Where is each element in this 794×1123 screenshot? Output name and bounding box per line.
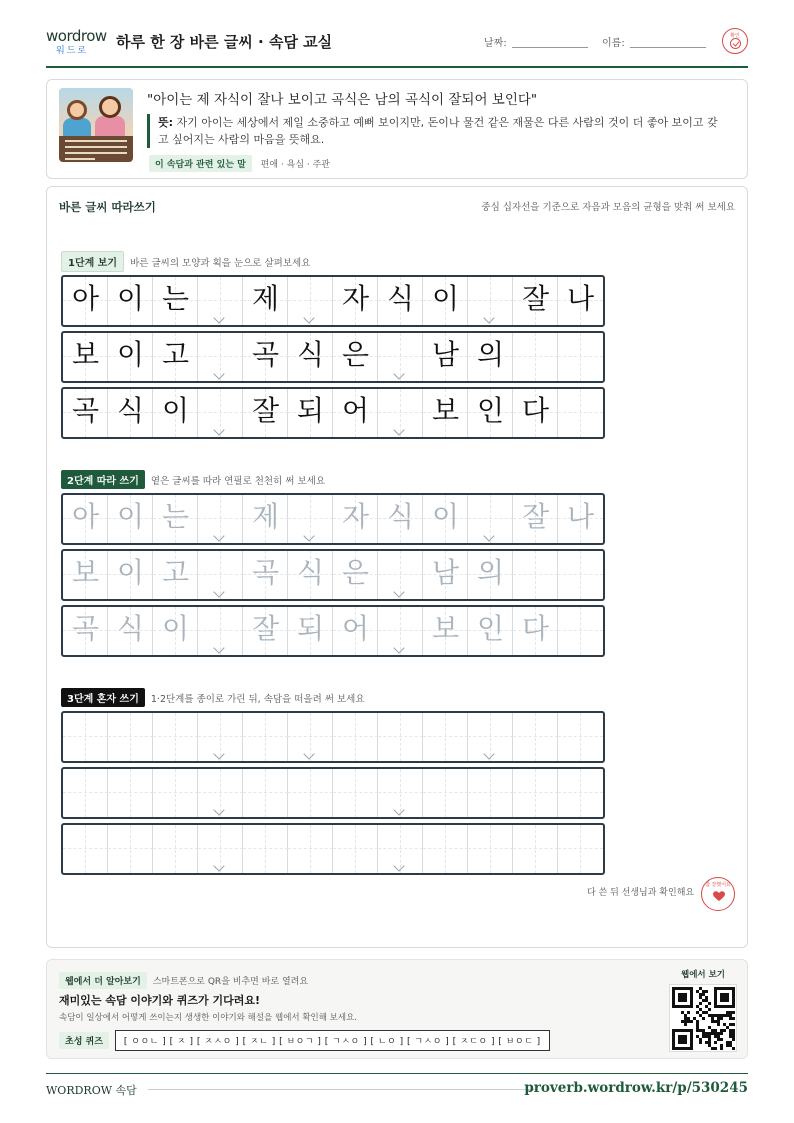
grid-character: 고 [161, 338, 190, 371]
grid-cell [198, 277, 243, 325]
space-mark-icon [213, 530, 224, 541]
step-3-tag: 3단계 혼자 쓰기 [61, 688, 145, 707]
web-tag: 웹에서 더 알아보기 [59, 972, 147, 989]
space-mark-icon [393, 586, 404, 597]
grid-cell [153, 277, 198, 325]
grid-cell [108, 333, 153, 381]
grid-character: 잘 [251, 612, 280, 645]
grid-character: 식 [386, 282, 415, 315]
grid-row-view-2 [61, 331, 605, 383]
grid-cell[interactable] [513, 495, 558, 543]
grid-cell[interactable] [198, 607, 243, 655]
grid-cell[interactable] [243, 551, 288, 599]
grid-character: 나 [566, 282, 595, 315]
verify-text: 다 쓴 뒤 선생님과 확인해요 [587, 888, 695, 898]
grid-cell [558, 389, 603, 437]
grid-cell[interactable] [468, 769, 513, 817]
grid-cell[interactable] [378, 495, 423, 543]
grid-row-view-1 [61, 275, 605, 327]
grid-character: 되 [296, 394, 325, 427]
grid-cell [333, 333, 378, 381]
grid-cell[interactable] [558, 769, 603, 817]
footer-divider [148, 1089, 538, 1090]
meaning-label: 뜻: [158, 116, 174, 129]
grid-character: 보 [71, 338, 100, 371]
grid-cell[interactable] [468, 551, 513, 599]
grid-character: 이 [116, 500, 145, 533]
grid-cell[interactable] [423, 551, 468, 599]
logo-subtext: 워드로 [56, 46, 89, 56]
grid-cell[interactable] [558, 825, 603, 873]
grid-cell [108, 277, 153, 325]
grid-cell[interactable] [153, 713, 198, 761]
grid-cell [288, 277, 333, 325]
grid-cell[interactable] [198, 713, 243, 761]
grid-character: 이 [431, 500, 460, 533]
grid-cell [513, 389, 558, 437]
grid-character: 곡 [71, 612, 100, 645]
grid-character: 은 [341, 338, 370, 371]
great-job-stamp-text: 참 잘했어요 [705, 882, 731, 888]
web-headline: 재미있는 속담 이야기와 퀴즈가 기다려요! [59, 994, 260, 1007]
grid-character: 이 [116, 282, 145, 315]
grid-cell[interactable] [333, 769, 378, 817]
space-mark-icon [303, 312, 314, 323]
grid-cell[interactable] [153, 607, 198, 655]
grid-character: 식 [116, 394, 145, 427]
web-description: 속담이 일상에서 어떻게 쓰이는지 생생한 이야기와 해설을 웹에서 확인해 보세요. [59, 1013, 357, 1023]
grid-character: 제 [251, 282, 280, 315]
grid-character: 식 [116, 612, 145, 645]
grid-cell [423, 389, 468, 437]
grid-character: 식 [296, 556, 325, 589]
grid-cell[interactable] [423, 713, 468, 761]
footer-url[interactable]: proverb.wordrow.kr/p/530245 [524, 1080, 748, 1096]
grid-cell[interactable] [513, 825, 558, 873]
grid-cell[interactable] [378, 825, 423, 873]
grid-row-free-3[interactable] [61, 823, 605, 875]
grid-cell [558, 277, 603, 325]
grid-cell[interactable] [333, 495, 378, 543]
grid-cell[interactable] [153, 769, 198, 817]
proverb-meaning [147, 114, 727, 148]
grid-cell[interactable] [243, 713, 288, 761]
grid-cell[interactable] [198, 495, 243, 543]
space-mark-icon [213, 804, 224, 815]
space-mark-icon [303, 748, 314, 759]
grid-character: 남 [431, 338, 460, 371]
grid-cell [153, 389, 198, 437]
grid-cell[interactable] [108, 607, 153, 655]
grid-cell[interactable] [153, 495, 198, 543]
grid-cell[interactable] [378, 607, 423, 655]
name-label: 이름: [602, 38, 625, 49]
step-1-tag: 1단계 보기 [61, 251, 124, 272]
grid-row-trace-2[interactable] [61, 549, 605, 601]
quiz-tag: 초성 퀴즈 [59, 1032, 109, 1049]
web-section [46, 959, 748, 1059]
check-stamp-icon [722, 28, 748, 54]
grid-character: 잘 [251, 394, 280, 427]
grid-row-trace-1[interactable] [61, 493, 605, 545]
check-stamp-text: 확인 [730, 33, 740, 39]
grid-cell[interactable] [243, 607, 288, 655]
grid-row-free-1[interactable] [61, 711, 605, 763]
grid-character: 아 [71, 500, 100, 533]
grid-character: 잘 [521, 282, 550, 315]
grid-cell [468, 277, 513, 325]
grid-cell [468, 333, 513, 381]
grid-cell [63, 277, 108, 325]
grid-character: 이 [161, 612, 190, 645]
space-mark-icon [393, 368, 404, 379]
practice-hint: 중심 십자선을 기준으로 자음과 모음의 균형을 맞춰 써 보세요 [481, 202, 735, 213]
grid-cell[interactable] [468, 713, 513, 761]
grid-cell[interactable] [198, 551, 243, 599]
grid-cell[interactable] [513, 769, 558, 817]
space-mark-icon [213, 368, 224, 379]
grid-character: 곡 [71, 394, 100, 427]
page-footer [46, 1073, 748, 1103]
grid-character: 어 [341, 612, 370, 645]
grid-character: 인 [476, 612, 505, 645]
grid-cell [513, 333, 558, 381]
grid-cell[interactable] [108, 769, 153, 817]
quiz-box: [ ㅇㅇㄴ ] [ ㅈ ] [ ㅈㅅㅇ ] [ ㅈㄴ ] [ ㅂㅇㄱ ] [ ㄱㅅㅇ ] [ ㄴㅇ ] [ ㄱㅅㅇ ] [ ㅈㄷㅇ ] [ ㅂㅇㄷ ] [115, 1030, 550, 1051]
web-tag-desc: 스마트폰으로 QR을 비추면 바로 열려요 [152, 977, 309, 987]
grid-cell [198, 333, 243, 381]
step-3-header [61, 688, 365, 707]
grid-cell[interactable] [63, 713, 108, 761]
great-job-stamp-icon [701, 877, 735, 911]
grid-cell[interactable] [288, 495, 333, 543]
grid-character: 이 [116, 556, 145, 589]
meaning-text: 자기 아이는 세상에서 제일 소중하고 예뻐 보이지만, 돈이나 물건 같은 재물은 다른 사람의 것이 더 좋아 보이고 갖고 싶어지는 사람의 마음을 뜻해요. [158, 116, 718, 146]
grid-cell[interactable] [378, 551, 423, 599]
grid-character: 다 [521, 394, 550, 427]
grid-character: 보 [71, 556, 100, 589]
grid-cell [513, 277, 558, 325]
grid-character: 식 [296, 338, 325, 371]
grid-row-view-3 [61, 387, 605, 439]
step-2-tag: 2단계 따라 쓰기 [61, 470, 145, 489]
grid-cell [378, 333, 423, 381]
grid-character: 고 [161, 556, 190, 589]
grid-character: 곡 [251, 338, 280, 371]
grid-character: 이 [431, 282, 460, 315]
grid-character: 이 [161, 394, 190, 427]
grid-cell[interactable] [423, 495, 468, 543]
grid-character: 인 [476, 394, 505, 427]
grid-character: 는 [161, 282, 190, 315]
space-mark-icon [483, 530, 494, 541]
grid-cell[interactable] [108, 713, 153, 761]
grid-character: 나 [566, 500, 595, 533]
name-field[interactable] [630, 47, 706, 48]
grid-row-free-2[interactable] [61, 767, 605, 819]
grid-cell[interactable] [243, 495, 288, 543]
grid-cell[interactable] [153, 825, 198, 873]
grid-character: 식 [386, 500, 415, 533]
practice-title: 바른 글씨 따라쓰기 [59, 200, 156, 214]
space-mark-icon [303, 530, 314, 541]
grid-character: 보 [431, 394, 460, 427]
grid-cell[interactable] [243, 769, 288, 817]
grid-cell [558, 333, 603, 381]
grid-cell [333, 277, 378, 325]
grid-cell[interactable] [243, 825, 288, 873]
grid-cell [63, 333, 108, 381]
step-2-desc: 옅은 글씨를 따라 연필로 천천히 써 보세요 [150, 476, 326, 487]
grid-cell[interactable] [333, 607, 378, 655]
grid-cell[interactable] [108, 825, 153, 873]
grid-cell[interactable] [108, 495, 153, 543]
grid-character: 되 [296, 612, 325, 645]
grid-cell[interactable] [288, 713, 333, 761]
qr-label: 웹에서 보기 [681, 970, 726, 980]
grid-cell [243, 277, 288, 325]
grid-character: 아 [71, 282, 100, 315]
grid-cell[interactable] [378, 769, 423, 817]
grid-cell[interactable] [288, 551, 333, 599]
grid-cell[interactable] [468, 495, 513, 543]
grid-character: 남 [431, 556, 460, 589]
grid-character: 는 [161, 500, 190, 533]
step-1-header [61, 251, 310, 272]
grid-cell[interactable] [468, 825, 513, 873]
space-mark-icon [483, 312, 494, 323]
proverb-quote: "아이는 제 자식이 잘나 보이고 곡식은 남의 곡식이 잘되어 보인다" [147, 92, 538, 108]
grid-cell [288, 389, 333, 437]
chosung-quiz [59, 1030, 550, 1051]
space-mark-icon [213, 642, 224, 653]
grid-cell[interactable] [108, 551, 153, 599]
grid-cell[interactable] [558, 713, 603, 761]
grid-cell[interactable] [558, 551, 603, 599]
grid-cell[interactable] [63, 495, 108, 543]
grid-cell[interactable] [63, 607, 108, 655]
space-mark-icon [213, 586, 224, 597]
space-mark-icon [213, 748, 224, 759]
grid-character: 다 [521, 612, 550, 645]
grid-cell [423, 333, 468, 381]
space-mark-icon [393, 642, 404, 653]
space-mark-icon [213, 312, 224, 323]
qr-code-icon[interactable] [669, 984, 737, 1052]
grid-cell[interactable] [333, 825, 378, 873]
grid-character: 의 [476, 338, 505, 371]
related-tag: 이 속담과 관련 있는 말 [149, 155, 252, 172]
page-title: 하루 한 장 바른 글씨 · 속담 교실 [116, 33, 333, 51]
space-mark-icon [483, 748, 494, 759]
grid-cell[interactable] [153, 551, 198, 599]
logo-text: wordrow [46, 27, 107, 45]
date-label: 날짜: [484, 38, 507, 49]
grid-character: 자 [341, 500, 370, 533]
grid-cell [153, 333, 198, 381]
grid-cell [378, 389, 423, 437]
grid-character: 이 [116, 338, 145, 371]
grid-cell[interactable] [288, 825, 333, 873]
space-mark-icon [393, 424, 404, 435]
grid-cell[interactable] [288, 769, 333, 817]
grid-cell[interactable] [288, 607, 333, 655]
grid-cell [378, 277, 423, 325]
practice-card [46, 186, 748, 948]
grid-character: 의 [476, 556, 505, 589]
step-2-header [61, 470, 325, 489]
date-field[interactable] [512, 47, 588, 48]
step-1-desc: 바른 글씨의 모양과 획을 눈으로 살펴보세요 [130, 258, 311, 269]
step-3-desc: 1·2단계를 종이로 가린 뒤, 속담을 떠올려 써 보세요 [150, 694, 365, 705]
proverb-card [46, 79, 748, 179]
grid-cell [243, 333, 288, 381]
grid-cell[interactable] [423, 607, 468, 655]
related-words-row [149, 155, 330, 172]
footer-brand: WORDROW 속담 [46, 1084, 137, 1097]
space-mark-icon [393, 860, 404, 871]
grid-cell[interactable] [198, 825, 243, 873]
grid-cell[interactable] [423, 769, 468, 817]
grid-cell[interactable] [378, 713, 423, 761]
grid-row-trace-3[interactable] [61, 605, 605, 657]
grid-cell[interactable] [558, 607, 603, 655]
grid-cell [243, 389, 288, 437]
grid-cell[interactable] [63, 825, 108, 873]
grid-cell [108, 389, 153, 437]
related-words: 편애 · 욕심 · 주관 [260, 160, 330, 170]
grid-cell[interactable] [423, 825, 468, 873]
grid-cell[interactable] [513, 551, 558, 599]
grid-character: 곡 [251, 556, 280, 589]
grid-cell[interactable] [333, 551, 378, 599]
grid-character: 자 [341, 282, 370, 315]
space-mark-icon [393, 804, 404, 815]
grid-cell[interactable] [468, 607, 513, 655]
wordrow-logo [46, 28, 108, 58]
page-header [46, 24, 748, 68]
grid-cell [468, 389, 513, 437]
grid-cell[interactable] [63, 769, 108, 817]
grid-cell[interactable] [558, 495, 603, 543]
proverb-illustration [59, 88, 133, 162]
grid-cell[interactable] [333, 713, 378, 761]
grid-cell[interactable] [198, 769, 243, 817]
grid-cell [333, 389, 378, 437]
grid-cell [198, 389, 243, 437]
grid-character: 어 [341, 394, 370, 427]
grid-cell [423, 277, 468, 325]
grid-cell[interactable] [513, 713, 558, 761]
grid-cell [288, 333, 333, 381]
space-mark-icon [213, 860, 224, 871]
grid-cell[interactable] [513, 607, 558, 655]
grid-cell[interactable] [63, 551, 108, 599]
web-tag-row [59, 972, 308, 989]
grid-character: 은 [341, 556, 370, 589]
grid-character: 잘 [521, 500, 550, 533]
space-mark-icon [213, 424, 224, 435]
grid-character: 보 [431, 612, 460, 645]
grid-character: 제 [251, 500, 280, 533]
grid-cell [63, 389, 108, 437]
